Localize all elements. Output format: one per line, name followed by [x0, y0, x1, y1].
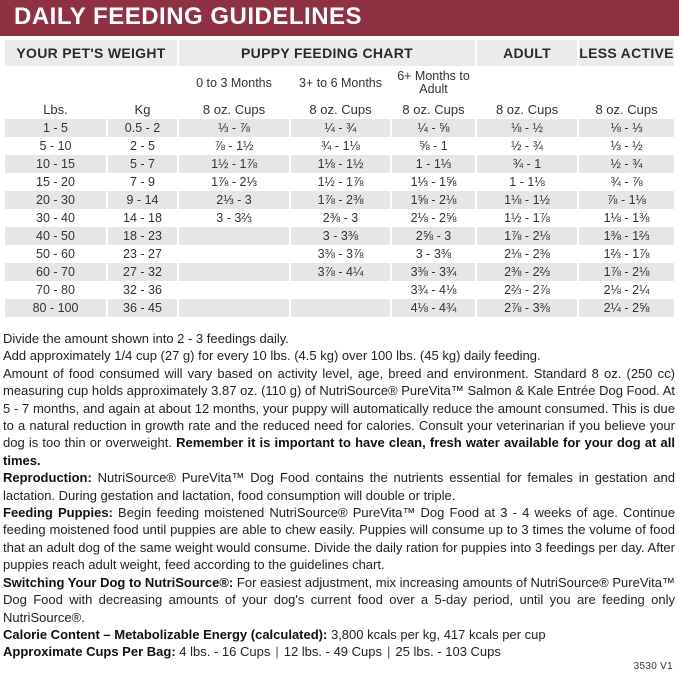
switching-paragraph	[3, 574, 675, 626]
header-puppy-chart: PUPPY FEEDING CHART	[178, 40, 476, 66]
note-water: Remember it is important to have clean, fresh water available for your dog at all times.	[3, 435, 675, 468]
bag-item: 12 lbs. - 49 Cups	[283, 644, 382, 660]
table-cell	[178, 281, 290, 299]
table-cell: ¾ - ⅞	[578, 173, 674, 191]
table-cell: ½ - ¾	[476, 137, 578, 155]
table-cell: ⅓ - ½	[578, 137, 674, 155]
reproduction-label: Reproduction:	[3, 470, 92, 486]
unit-kg: Kg	[107, 100, 178, 119]
reproduction-paragraph	[3, 469, 675, 504]
unit-cups: 8 oz. Cups	[178, 100, 290, 119]
table-cell	[290, 281, 391, 299]
table-cell: 3⅜ - 3⅞	[290, 245, 391, 263]
bag-item: 25 lbs. - 103 Cups	[395, 644, 501, 660]
table-cell: 3 - 3⅜	[290, 227, 391, 245]
table-cell: 2⅝ - 3	[391, 227, 476, 245]
table-cell: 1⅞ - 2⅛	[578, 263, 674, 281]
bag-item: 4 lbs. - 16 Cups	[179, 644, 271, 660]
table-cell: 27 - 32	[107, 263, 178, 281]
table-row	[5, 155, 674, 173]
table-cell: 1⅞ - 2⅓	[178, 173, 290, 191]
page-title: DAILY FEEDING GUIDELINES	[14, 3, 363, 30]
reproduction-text: NutriSource® PureVita™ Dog Food contains the nutrients essential for females in gestation and lactation. During gestation and lactation, food consumption will double or triple.	[3, 470, 675, 503]
table-row	[5, 209, 674, 227]
units-row	[5, 100, 674, 119]
header-less-active: LESS ACTIVE	[578, 40, 674, 66]
table-cell: 2⅛ - 2⅜	[476, 245, 578, 263]
table-cell: 2¼ - 2⅝	[578, 299, 674, 317]
table-row	[5, 227, 674, 245]
calorie-text: 3,800 kcals per kg, 417 kcals per cup	[330, 626, 546, 642]
note-feedings: Divide the amount shown into 2 - 3 feedings daily.	[3, 331, 289, 346]
table-cell: 3⅞ - 4¼	[290, 263, 391, 281]
switching-text: For easiest adjustment, mix increasing amounts of NutriSource® PureVita™ Dog Food with decreasing amounts of your dog's current food over a 5-day period, until you are feeding only NutriSource®.	[3, 574, 675, 625]
table-cell: 5 - 10	[5, 137, 107, 155]
table-cell: ¼ - ⅝	[391, 119, 476, 137]
table-cell: 18 - 23	[107, 227, 178, 245]
table-cell: 23 - 27	[107, 245, 178, 263]
table-cell: 60 - 70	[5, 263, 107, 281]
calorie-paragraph	[3, 626, 675, 643]
cups-per-bag-paragraph	[3, 643, 675, 660]
table-cell: ⅝ - 1	[391, 137, 476, 155]
unit-cups: 8 oz. Cups	[391, 100, 476, 119]
table-cell: 1⅛ - 1⅜	[578, 209, 674, 227]
header-weight: YOUR PET'S WEIGHT	[5, 40, 178, 66]
note-amount-text: Amount of food consumed will vary based on activity level, age, breed and environment. Standard 8 oz. (250 cc) measuring cup holds approximately 3.87 oz. (110 g) of NutriSource® PureVita™ Salmon & Kale Entrée Dog Food. At 5 - 7 months, and again at about 12 months, your puppy will automatically reduce the amount consumed. This is due to a natural reduction in growth rate and the reduced need for calories. Consult your veterinarian if you believe your dog is too thin or overweight.	[3, 365, 675, 451]
table-cell: 2⅓ - 3	[178, 191, 290, 209]
feeding-chart-table	[5, 40, 674, 317]
table-cell: ⅞ - 1½	[178, 137, 290, 155]
age-header-row	[5, 66, 674, 100]
table-cell	[178, 227, 290, 245]
guidelines-text	[3, 330, 675, 661]
table-cell: 32 - 36	[107, 281, 178, 299]
table-cell: 0.5 - 2	[107, 119, 178, 137]
table-cell: 20 - 30	[5, 191, 107, 209]
table-cell: ¾ - 1⅛	[290, 137, 391, 155]
table-cell: 1⅓ - 1⅝	[391, 173, 476, 191]
feeding-puppies-text: Begin feeding moistened NutriSource® PureVita™ Dog Food at 3 - 4 weeks of age. Continue feeding moistened food until puppies are able to chew easily. Puppies will consume up to 3 times the volume of food that an adult dog of the same weight would consume. Divide the daily ration for puppies into 3 feedings per day. After puppies reach adult weight, feed according to the guidelines chart.	[3, 505, 675, 573]
table-cell: 1⅞ - 2⅛	[476, 227, 578, 245]
table-cell: 1⅜ - 1⅔	[578, 227, 674, 245]
age-header-blank-less-active	[578, 66, 674, 100]
table-cell: 40 - 50	[5, 227, 107, 245]
table-cell: 4⅛ - 4¾	[391, 299, 476, 317]
table-row	[5, 191, 674, 209]
table-cell: 7 - 9	[107, 173, 178, 191]
table-cell: ¼ - ¾	[290, 119, 391, 137]
table-header-row	[5, 40, 674, 66]
table-cell: 80 - 100	[5, 299, 107, 317]
table-cell: 10 - 15	[5, 155, 107, 173]
table-cell: 3 - 3⅔	[178, 209, 290, 227]
table-cell: ½ - ¾	[578, 155, 674, 173]
table-cell: 3¾ - 4⅛	[391, 281, 476, 299]
table-cell: 2⅛ - 2⅝	[391, 209, 476, 227]
calorie-label: Calorie Content – Metabolizable Energy (calculated):	[3, 626, 328, 642]
table-cell: 1⅔ - 1⅞	[578, 245, 674, 263]
table-cell: 1⅛ - 1½	[476, 191, 578, 209]
bag-separator: |	[387, 644, 391, 660]
title-banner	[0, 0, 679, 36]
table-cell: 30 - 40	[5, 209, 107, 227]
age-header-blank	[5, 66, 178, 100]
table-cell: ¾ - 1	[476, 155, 578, 173]
header-adult: ADULT	[476, 40, 578, 66]
age-col-0: 0 to 3 Months	[178, 66, 290, 100]
table-cell: 36 - 45	[107, 299, 178, 317]
table-cell: 70 - 80	[5, 281, 107, 299]
note-amount	[3, 365, 675, 469]
table-cell: 1⅞ - 2⅜	[290, 191, 391, 209]
table-cell: 2⅔ - 2⅞	[476, 281, 578, 299]
table-cell: 1 - 5	[5, 119, 107, 137]
table-row	[5, 245, 674, 263]
table-cell: 3 - 3⅜	[391, 245, 476, 263]
unit-lbs: Lbs.	[5, 100, 107, 119]
note-over-100: Add approximately 1/4 cup (27 g) for every 10 lbs. (4.5 kg) over 100 lbs. (45 kg) daily feeding.	[3, 348, 541, 364]
unit-cups: 8 oz. Cups	[476, 100, 578, 119]
table-cell	[178, 299, 290, 317]
feeding-rows	[5, 119, 674, 317]
table-cell: 5 - 7	[107, 155, 178, 173]
table-cell: 2⅞ - 3⅜	[476, 299, 578, 317]
table-cell: 1 - 1⅓	[391, 155, 476, 173]
switching-label: Switching Your Dog to NutriSource®:	[3, 574, 234, 590]
table-cell	[290, 299, 391, 317]
table-cell: 14 - 18	[107, 209, 178, 227]
table-cell: 1 - 1⅛	[476, 173, 578, 191]
cups-per-bag-label: Approximate Cups Per Bag:	[3, 644, 176, 660]
product-code: 3530 V1	[633, 661, 673, 672]
table-cell: 1½ - 1⅞	[178, 155, 290, 173]
table-cell: 1⅝ - 2⅛	[391, 191, 476, 209]
table-row	[5, 119, 674, 137]
table-cell: 50 - 60	[5, 245, 107, 263]
table-cell	[178, 263, 290, 281]
table-row	[5, 263, 674, 281]
table-cell: 9 - 14	[107, 191, 178, 209]
table-cell: 2 - 5	[107, 137, 178, 155]
table-row	[5, 137, 674, 155]
table-row	[5, 299, 674, 317]
table-cell: 1⅛ - 1½	[290, 155, 391, 173]
age-header-blank-adult	[476, 66, 578, 100]
feeding-puppies-label: Feeding Puppies:	[3, 505, 113, 521]
table-cell	[178, 245, 290, 263]
table-cell: 15 - 20	[5, 173, 107, 191]
table-row	[5, 173, 674, 191]
table-cell: 2⅜ - 3	[290, 209, 391, 227]
unit-cups: 8 oz. Cups	[290, 100, 391, 119]
table-cell: ⅛ - ⅓	[578, 119, 674, 137]
age-col-1: 3+ to 6 Months	[290, 66, 391, 100]
feeding-puppies-paragraph	[3, 504, 675, 574]
table-cell: 2⅛ - 2¼	[578, 281, 674, 299]
table-cell: 2⅜ - 2⅔	[476, 263, 578, 281]
table-cell: 3⅜ - 3¾	[391, 263, 476, 281]
table-cell: 1½ - 1⅞	[476, 209, 578, 227]
table-cell: 1½ - 1⅞	[290, 173, 391, 191]
bag-separator: |	[275, 644, 279, 660]
table-cell: ⅛ - ½	[476, 119, 578, 137]
table-cell: ⅓ - ⅞	[178, 119, 290, 137]
age-col-2: 6+ Months to Adult	[391, 66, 476, 100]
unit-cups: 8 oz. Cups	[578, 100, 674, 119]
table-row	[5, 281, 674, 299]
table-cell: ⅞ - 1⅛	[578, 191, 674, 209]
